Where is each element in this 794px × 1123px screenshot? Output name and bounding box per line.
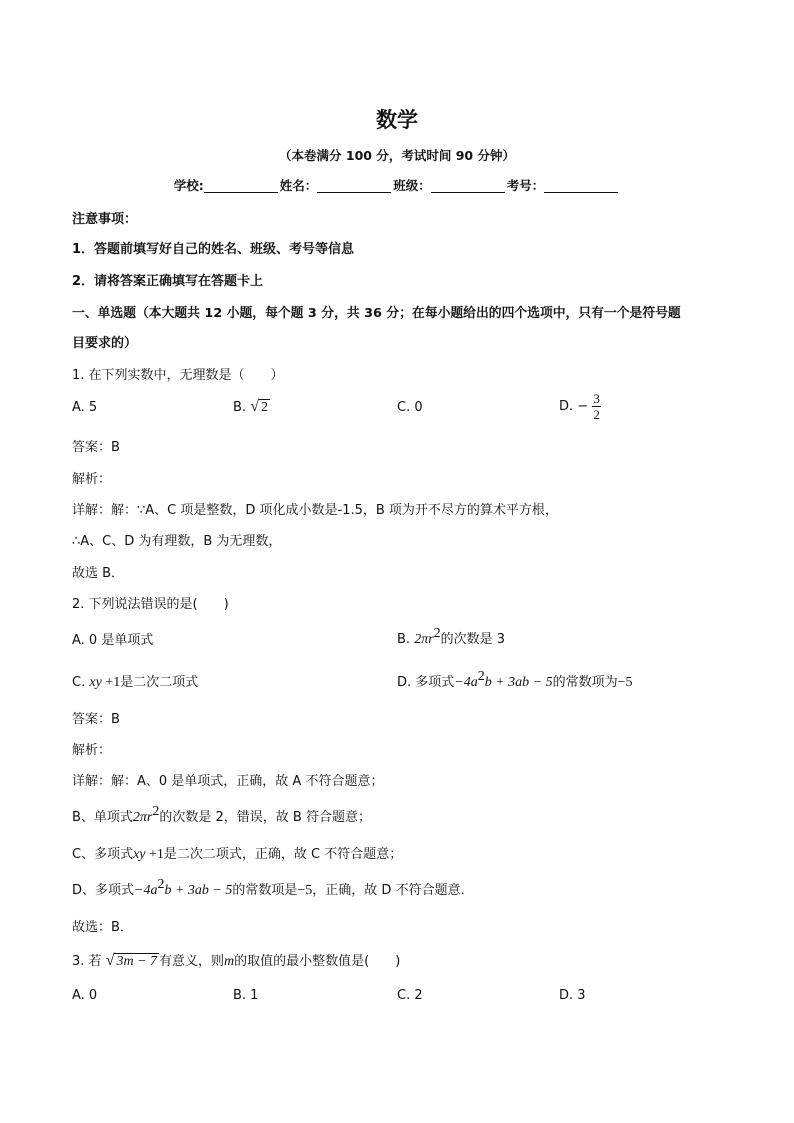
section-heading-line2: 目要求的）: [72, 336, 138, 351]
q1-d-numerator: 3: [593, 391, 600, 406]
q2-d-exponent: 2: [477, 669, 485, 684]
q2-option-b-letter: B.: [397, 632, 411, 647]
q1-option-d: [559, 391, 601, 422]
q2-analysis-label: 解析：: [72, 743, 112, 758]
q1-option-c: C. 0: [397, 400, 423, 415]
q3-option-d: D. 3: [559, 988, 586, 1003]
q1-detail-2: ∴A、C、D 为有理数，B 为无理数，: [72, 534, 282, 549]
q2-c-expression: xy: [89, 675, 102, 690]
q2-detail-4-value: −5: [297, 883, 313, 898]
q2-detail-3-suf: 是二次二项式，正确，故 C 不符合题意；: [163, 847, 403, 862]
q2-detail-2: [72, 806, 371, 826]
q3-stem-pre: 3. 若: [72, 954, 102, 969]
q2-b-text: 的次数是 3: [440, 632, 506, 647]
notice-heading: 注意事项：: [72, 212, 138, 227]
q3-radicand: 3m − 7: [116, 954, 158, 969]
q2-detail-4-expression-1: −4a: [134, 883, 158, 898]
q2-option-d: [397, 671, 633, 691]
q1-analysis-label: 解析：: [72, 472, 112, 487]
q1-detail-1: 详解：解：∵A、C 项是整数，D 项化成小数是-1.5，B 项为开不尽方的算术平方根，: [72, 503, 558, 518]
q2-c-text: 是二次二项式: [120, 675, 199, 690]
q2-detail-2-expression: 2πr: [132, 810, 153, 825]
school-blank[interactable]: [204, 178, 278, 193]
q1-option-d-letter: D. −: [559, 399, 589, 414]
q2-stem: 2. 下列说法错误的是( ): [72, 597, 229, 612]
q2-detail-2-suf: 的次数是 2，错误，故 B 符合题意；: [159, 810, 371, 825]
page-title: 数学: [376, 108, 418, 132]
sqrt-expression: √ 3m − 7: [105, 952, 158, 969]
class-blank[interactable]: [431, 178, 505, 193]
q2-d-value: −5: [617, 675, 633, 690]
q2-d-text-2: 的常数项为: [552, 675, 618, 690]
exam-subtitle: （本卷满分 100 分，考试时间 90 分钟）: [279, 148, 515, 163]
q2-detail-1: 详解：解：A、0 是单项式，正确，故 A 不符合题意；: [72, 774, 384, 789]
q2-d-expression-2: b + 3ab − 5: [484, 675, 553, 690]
exam-no-blank[interactable]: [544, 178, 618, 193]
q2-detail-3-expression: xy: [133, 847, 146, 862]
q3-stem: [72, 950, 400, 970]
q2-d-expression-1: −4a: [454, 675, 478, 690]
exam-no-label: 考号：: [506, 178, 545, 193]
q3-stem-mid: 有意义，则: [159, 954, 225, 969]
q1-option-a: A. 5: [72, 400, 98, 415]
section-heading-line1: 一、单选题（本大题共 12 小题，每个题 3 分，共 36 分；在每小题给出的四个选项中，只有一个是符号题: [72, 306, 681, 321]
notice-item-2: 2．请将答案正确填写在答题卡上: [72, 274, 264, 289]
name-label: 姓名：: [279, 178, 318, 193]
q1-b-radicand: 2: [260, 400, 268, 415]
q2-detail-4-expression-2: b + 3ab − 5: [164, 883, 233, 898]
student-info-line: [0, 176, 794, 194]
q2-b-exponent: 2: [433, 626, 441, 641]
name-blank[interactable]: [317, 178, 391, 193]
q1-stem: 1. 在下列实数中，无理数是（ ）: [72, 368, 284, 383]
notice-item-1: 1．答题前填写好自己的姓名、班级、考号等信息: [72, 242, 355, 257]
q3-variable: m: [224, 954, 235, 969]
q2-option-b: [397, 628, 505, 648]
sqrt-expression: √ 2: [250, 398, 268, 415]
q2-conclusion: 故选：B．: [72, 920, 133, 935]
q1-d-denominator: 2: [593, 407, 600, 422]
q2-detail-4-mid: 的常数项是: [232, 883, 298, 898]
q2-detail-3: [72, 843, 402, 863]
school-label: 学校:: [173, 178, 204, 193]
q2-detail-4: [72, 879, 474, 899]
q3-option-a: A. 0: [72, 988, 98, 1003]
q1-option-b: [233, 398, 270, 416]
q3-option-b: B. 1: [233, 988, 259, 1003]
q2-detail-3-pre: C、多项式: [72, 847, 134, 862]
class-label: 班级：: [393, 178, 431, 193]
q2-c-plus: +1: [101, 675, 121, 690]
q3-option-c: C. 2: [397, 988, 423, 1003]
q2-option-a: A. 0 是单项式: [72, 633, 154, 648]
q2-detail-2-exponent: 2: [152, 804, 160, 819]
q2-option-c-letter: C.: [72, 675, 86, 690]
q1-detail-3: 故选 B．: [72, 566, 125, 581]
q2-detail-4-exponent: 2: [157, 877, 165, 892]
q2-option-c: [72, 671, 198, 691]
q2-detail-3-plus: +1: [145, 847, 164, 862]
q1-answer: 答案：B: [72, 440, 120, 455]
q2-b-expression: 2πr: [414, 632, 434, 647]
q3-stem-suf: 的取值的最小整数值是( ): [234, 954, 401, 969]
q2-detail-4-pre: D、多项式: [72, 883, 135, 898]
q2-detail-2-pre: B、单项式: [72, 810, 133, 825]
q2-detail-4-suf: ，正确，故 D 不符合题意．: [312, 883, 474, 898]
fraction: [592, 391, 601, 422]
q2-d-text: D. 多项式: [397, 675, 455, 690]
q2-answer: 答案：B: [72, 712, 120, 727]
q1-option-b-letter: B.: [233, 400, 247, 415]
